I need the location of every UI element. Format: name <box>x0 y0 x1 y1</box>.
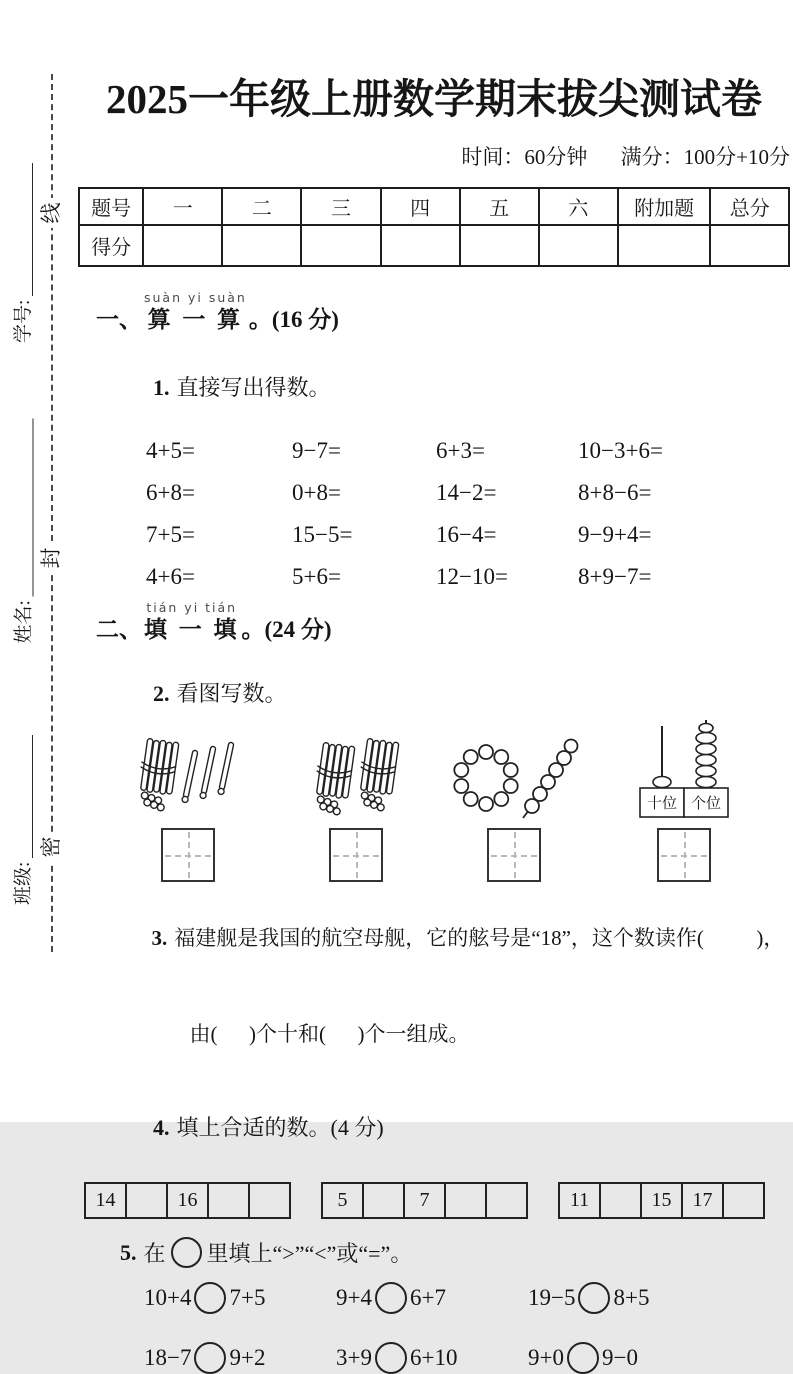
section-1-prefix: 一、 <box>96 307 142 332</box>
item-2-number: 2. <box>153 681 170 707</box>
header-total: 总分 <box>710 188 789 225</box>
comparison-circle <box>194 1342 226 1374</box>
sticks-twenty-group <box>310 736 402 882</box>
student-name-label: 姓名: <box>13 600 34 644</box>
item-3-number: 3. <box>151 926 168 951</box>
right-expression: 9+2 <box>229 1345 266 1371</box>
strip-cell: 16 <box>168 1184 209 1217</box>
arithmetic-problems <box>146 436 790 591</box>
right-expression: 6+7 <box>409 1285 446 1311</box>
score-table-score-row <box>79 225 789 266</box>
header-bonus: 附加题 <box>618 188 711 225</box>
student-class-label: 班级: <box>12 861 34 905</box>
score-cell <box>381 225 460 266</box>
header-section-1: 一 <box>143 188 222 225</box>
strip-cell <box>209 1184 250 1217</box>
item-3-text-line-1: 福建舰是我国的航空母舰，它的舷号是“18”，这个数读作( )， <box>174 926 785 951</box>
item-3-line-2 <box>158 992 790 1076</box>
left-expression: 9+4 <box>336 1285 372 1311</box>
header-section-2: 二 <box>222 188 301 225</box>
header-section-4: 四 <box>381 188 460 225</box>
item-4-prompt <box>120 1086 790 1170</box>
number-strip <box>84 1182 291 1219</box>
equation: 14−2= <box>436 480 497 506</box>
number-strip <box>558 1182 765 1219</box>
score-cell <box>143 225 222 266</box>
dashed-guide-vertical <box>514 832 516 878</box>
strip-cell: 17 <box>683 1184 724 1217</box>
student-class-field <box>7 735 35 905</box>
seal-char-xian: 线 <box>36 198 66 228</box>
equation: 9−7= <box>292 438 341 464</box>
dashed-guide-vertical <box>188 832 190 878</box>
equation: 6+8= <box>146 480 195 506</box>
abacus-tens-label: 十位 <box>646 796 678 813</box>
section-2-points: 。(24 分) <box>241 617 332 643</box>
strip-cell: 11 <box>560 1184 601 1217</box>
score-cell <box>301 225 380 266</box>
section-2-ruby <box>144 601 240 642</box>
full-score-text: 满分：100分+10分 <box>620 145 790 170</box>
comparison-circle <box>567 1342 599 1374</box>
left-expression: 3+9 <box>336 1345 372 1371</box>
exam-meta <box>78 141 790 171</box>
item-1-number: 1. <box>153 375 170 401</box>
section-1-title: 算 一 算 <box>147 307 244 332</box>
right-expression: 9−0 <box>601 1345 638 1371</box>
left-expression: 9+0 <box>528 1345 564 1371</box>
student-name-field <box>8 419 36 644</box>
score-cell <box>618 225 711 266</box>
right-expression: 7+5 <box>229 1285 266 1311</box>
answer-box <box>657 828 711 882</box>
score-cell <box>222 225 301 266</box>
comparison-circle <box>375 1282 407 1314</box>
left-expression: 19−5 <box>528 1285 576 1311</box>
equation: 0+8= <box>292 480 341 506</box>
item-5-number: 5. <box>120 1239 137 1265</box>
strip-cell <box>250 1184 289 1217</box>
bead-ring-and-string-icon <box>450 736 578 820</box>
strip-cell <box>127 1184 168 1217</box>
equation: 15−5= <box>292 522 353 548</box>
student-id-field <box>7 163 35 343</box>
equation: 10−3+6= <box>578 438 663 464</box>
item-1-text: 直接写出得数。 <box>176 375 331 401</box>
stick-bundle-and-singles-icon <box>130 736 246 820</box>
answer-box <box>161 828 215 882</box>
score-table <box>78 187 790 267</box>
score-cell <box>710 225 789 266</box>
equation: 8+8−6= <box>578 480 652 506</box>
section-2-title: 填 一 填 <box>144 617 240 643</box>
answer-box <box>329 828 383 882</box>
equation: 4+5= <box>146 438 195 464</box>
student-id-blank-line <box>9 163 33 296</box>
two-stick-bundles-icon <box>310 736 402 820</box>
picture-row <box>78 742 790 882</box>
comparison <box>144 1282 336 1314</box>
comparison <box>144 1342 336 1374</box>
section-2-heading <box>96 601 790 642</box>
section-2-pinyin: tián yi tián <box>146 600 238 616</box>
left-expression: 10+4 <box>144 1285 192 1311</box>
right-expression: 8+5 <box>613 1285 650 1311</box>
comparison-circle <box>375 1342 407 1374</box>
equation: 16−4= <box>436 522 497 548</box>
comparison <box>528 1342 790 1374</box>
beads-sixteen-group <box>450 736 578 882</box>
equation: 4+6= <box>146 564 195 590</box>
score-cell <box>460 225 539 266</box>
strip-cell: 15 <box>642 1184 683 1217</box>
dashed-guide-vertical <box>356 832 358 878</box>
strip-cell <box>601 1184 642 1217</box>
time-limit-text: 时间：60分钟 <box>461 145 588 170</box>
score-table-header-row <box>79 188 789 225</box>
student-class-blank-line <box>9 735 33 858</box>
seal-char-feng: 封 <box>36 543 66 573</box>
item-5-prompt <box>120 1237 790 1268</box>
score-cell <box>539 225 618 266</box>
section-1-ruby <box>144 291 247 332</box>
strip-cell <box>446 1184 487 1217</box>
score-row-label: 得分 <box>79 225 143 266</box>
answer-box <box>487 828 541 882</box>
header-section-3: 三 <box>301 188 380 225</box>
section-2-prefix: 二、 <box>96 617 142 643</box>
equation: 7+5= <box>146 522 195 548</box>
seal-char-mi: 密 <box>36 832 66 862</box>
header-question-number: 题号 <box>79 188 143 225</box>
equation: 9−9+4= <box>578 522 652 548</box>
strip-cell <box>487 1184 526 1217</box>
header-section-6: 六 <box>539 188 618 225</box>
section-1-pinyin: suàn yi suàn <box>144 290 247 306</box>
section-1-points: 。(16 分) <box>248 307 339 332</box>
strip-cell <box>724 1184 763 1217</box>
item-1-prompt <box>120 346 790 430</box>
strip-cell: 5 <box>323 1184 364 1217</box>
dashed-guide-vertical <box>684 832 686 878</box>
student-id-label: 学号: <box>12 299 34 343</box>
number-strip <box>321 1182 528 1219</box>
abacus-ones-label: 个位 <box>690 796 722 813</box>
equation: 6+3= <box>436 438 485 464</box>
place-value-abacus-icon <box>636 718 732 820</box>
page-title: 2025一年级上册数学期末拔尖测试卷 <box>106 76 762 122</box>
comparison <box>528 1282 790 1314</box>
equation: 5+6= <box>292 564 341 590</box>
item-3-text-line-2: 由( )个十和( )个一组成。 <box>189 1022 470 1047</box>
item-4-number: 4. <box>153 1115 170 1141</box>
comparison-problems <box>144 1282 790 1374</box>
answer-circle <box>171 1237 202 1268</box>
section-1-heading <box>96 291 790 332</box>
paper-content <box>78 0 790 1374</box>
strip-cell: 14 <box>86 1184 127 1217</box>
strip-cell <box>364 1184 405 1217</box>
comparison <box>336 1342 528 1374</box>
item-3-line-1 <box>120 896 790 980</box>
number-sequence-strips <box>84 1182 790 1219</box>
comparison-circle <box>194 1282 226 1314</box>
item-4-text: 填上合适的数。(4 分) <box>176 1115 384 1141</box>
strip-cell: 7 <box>405 1184 446 1217</box>
right-expression: 6+10 <box>409 1345 458 1371</box>
item-5-text-pre: 在 <box>143 1241 166 1267</box>
comparison <box>336 1282 528 1314</box>
comparison-circle <box>578 1282 610 1314</box>
item-5-text-post: 里填上“>”“<”或“=”。 <box>206 1241 413 1267</box>
equation: 8+9−7= <box>578 564 652 590</box>
abacus-sixteen-group <box>634 718 734 882</box>
item-2-text: 看图写数。 <box>176 681 287 707</box>
header-section-5: 五 <box>460 188 539 225</box>
left-expression: 18−7 <box>144 1345 192 1371</box>
sticks-thirteen-group <box>130 736 246 882</box>
student-name-blank-line <box>10 419 34 597</box>
equation: 12−10= <box>436 564 508 590</box>
